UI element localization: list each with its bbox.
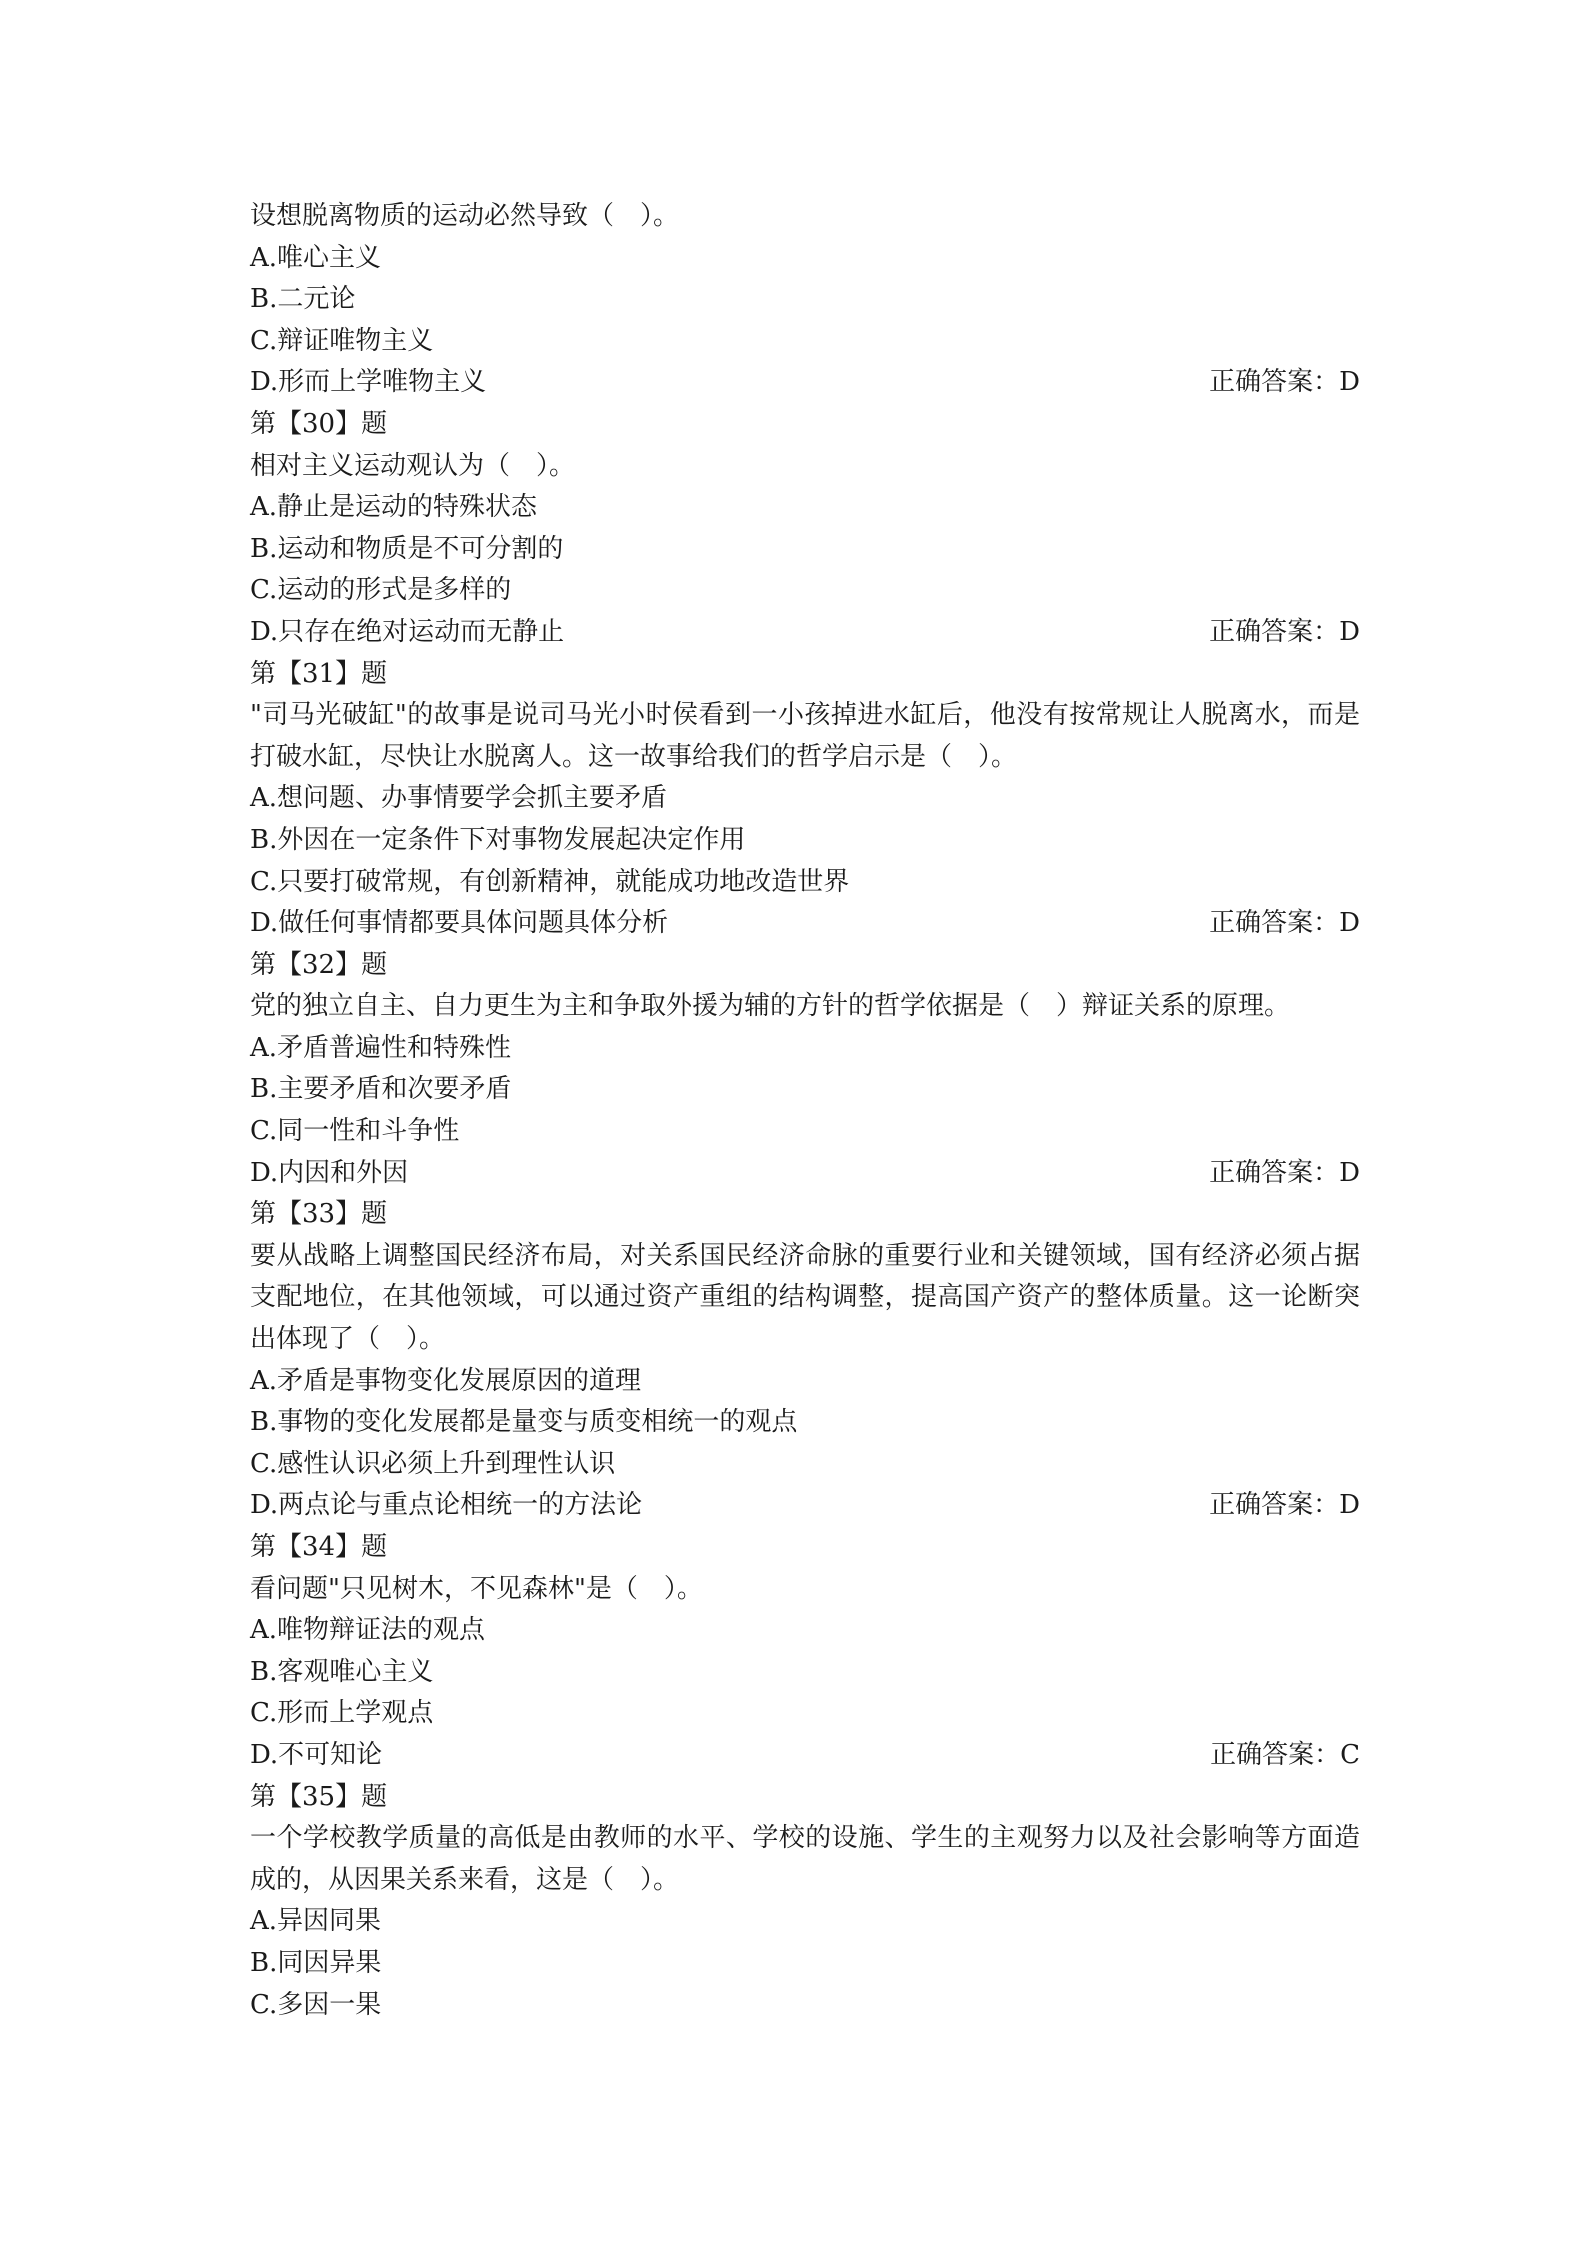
question-page <box>250 196 1360 2026</box>
question-number: 第【32】题 <box>250 949 388 980</box>
option-d: D.形而上学唯物主义 正确答案：D <box>250 362 1360 404</box>
option-d: D.不可知论 正确答案：C <box>250 1735 1360 1777</box>
question-number: 第【30】题 <box>250 408 388 439</box>
option-c: C.同一性和斗争性 <box>250 1116 460 1147</box>
question-number: 第【31】题 <box>250 658 388 689</box>
option-c: C.感性认识必须上升到理性认识 <box>250 1448 616 1479</box>
correct-answer: 正确答案：D <box>1209 367 1360 398</box>
question-block <box>250 196 1360 404</box>
option-a: A.唯心主义 <box>250 242 382 273</box>
option-a: A.矛盾是事物变化发展原因的道理 <box>250 1365 642 1396</box>
correct-answer: 正确答案：D <box>1209 616 1360 647</box>
question-stem: 相对主义运动观认为（ ）。 <box>250 450 576 481</box>
option-b: B.客观唯心主义 <box>250 1656 434 1687</box>
option-d: D.两点论与重点论相统一的方法论 正确答案：D <box>250 1485 1360 1527</box>
question-stem: 看问题"只见树木，不见森林"是（ ）。 <box>250 1573 703 1604</box>
question-block <box>250 1777 1360 2027</box>
question-block <box>250 1527 1360 1777</box>
question-block <box>250 654 1360 945</box>
option-c: C.运动的形式是多样的 <box>250 575 512 606</box>
question-block <box>250 945 1360 1195</box>
option-a: A.唯物辩证法的观点 <box>250 1615 486 1646</box>
option-b: B.外因在一定条件下对事物发展起决定作用 <box>250 824 746 855</box>
question-number: 第【35】题 <box>250 1781 388 1812</box>
correct-answer: 正确答案：D <box>1209 1490 1360 1521</box>
question-stem: 一个学校教学质量的高低是由教师的水平、学校的设施、学生的主观努力以及社会影响等方面造成的，从因果关系来看，这是（ ）。 <box>250 1823 1360 1895</box>
option-b: B.同因异果 <box>250 1947 382 1978</box>
option-a: A.想问题、办事情要学会抓主要矛盾 <box>250 783 668 814</box>
option-c: C.形而上学观点 <box>250 1698 434 1729</box>
option-b: B.运动和物质是不可分割的 <box>250 533 564 564</box>
correct-answer: 正确答案：C <box>1210 1739 1360 1770</box>
question-stem: 设想脱离物质的运动必然导致（ ）。 <box>250 201 680 231</box>
question-number: 第【33】题 <box>250 1199 388 1230</box>
option-c: C.多因一果 <box>250 1989 382 2020</box>
option-a: A.异因同果 <box>250 1906 382 1937</box>
option-b: B.事物的变化发展都是量变与质变相统一的观点 <box>250 1407 798 1438</box>
option-c: C.辩证唯物主义 <box>250 325 434 356</box>
option-b: B.二元论 <box>250 284 356 315</box>
option-d: D.做任何事情都要具体问题具体分析 正确答案：D <box>250 903 1360 945</box>
question-stem: 要从战略上调整国民经济布局，对关系国民经济命脉的重要行业和关键领域，国有经济必须占据支配地位，在其他领域，可以通过资产重组的结构调整，提高国产资产的整体质量。这一论断突出体现了（ ）。 <box>250 1240 1360 1355</box>
question-stem: 党的独立自主、自力更生为主和争取外援为辅的方针的哲学依据是（ ）辩证关系的原理。 <box>250 991 1291 1022</box>
option-a: A.矛盾普遍性和特殊性 <box>250 1032 512 1063</box>
correct-answer: 正确答案：D <box>1209 1157 1360 1188</box>
question-stem: "司马光破缸"的故事是说司马光小时侯看到一小孩掉进水缸后，他没有按常规让人脱离水，而是打破水缸，尽快让水脱离人。这一故事给我们的哲学启示是（ ）。 <box>250 700 1360 772</box>
option-a: A.静止是运动的特殊状态 <box>250 492 538 523</box>
correct-answer: 正确答案：D <box>1209 908 1360 939</box>
question-block <box>250 1194 1360 1527</box>
question-number: 第【34】题 <box>250 1532 388 1562</box>
option-d: D.内因和外因 正确答案：D <box>250 1153 1360 1195</box>
question-block <box>250 404 1360 654</box>
option-d: D.只存在绝对运动而无静止 正确答案：D <box>250 612 1360 654</box>
option-b: B.主要矛盾和次要矛盾 <box>250 1074 512 1105</box>
option-c: C.只要打破常规，有创新精神，就能成功地改造世界 <box>250 866 850 897</box>
